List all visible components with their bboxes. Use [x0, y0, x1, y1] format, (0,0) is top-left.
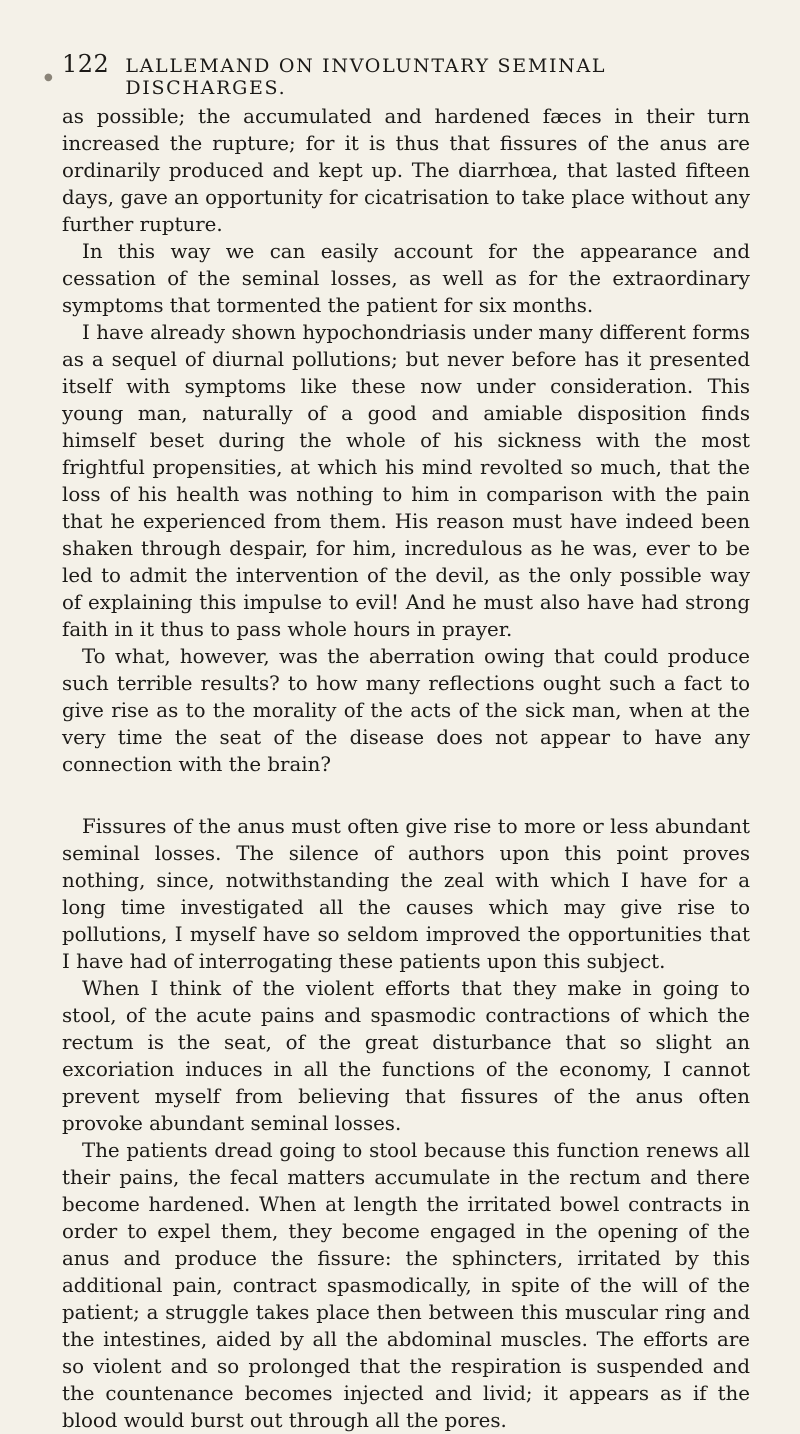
- running-title: LALLEMAND ON INVOLUNTARY SEMINAL DISCHARGES.: [125, 55, 607, 99]
- paragraph: Fissures of the anus must often give rise to more or less abundant seminal losses. The silence of authors upon this point proves nothing, since, notwithstanding the zeal with which I have for a long time investigated all the causes which may give rise to pollutions, I myself have so seldom improved the opportunities that I have had of interrogating these patients upon this subject.: [62, 815, 750, 973]
- paragraph: To what, however, was the aberration owing that could produce such terrible results? to how many reflections ought such a fact to give rise as to the morality of the acts of the sick man, when at the very time the seat of the disease does not appear to have any connection with the brain?: [62, 645, 750, 776]
- paragraph: In this way we can easily account for the appearance and cessation of the seminal losses, as well as for the extraordinary symptoms that tormented the patient for six months.: [62, 240, 750, 317]
- ink-speck-icon: ●: [44, 72, 53, 83]
- body-text: [62, 103, 750, 1434]
- paragraph-continuation: as possible; the accumulated and hardened fæces in their turn increased the rupture; for it is thus that fissures of the anus are ordinarily produced and kept up. The diarrhœa, that lasted fifteen days, gave an opportunity for cicatrisation to take place without any further rupture.: [62, 105, 750, 236]
- paragraph: I have already shown hypochondriasis under many different forms as a sequel of diurnal pollutions; but never before has it presented itself with symptoms like these now under consideration. This young man, naturally of a good and amiable disposition finds himself beset during the whole of his sickness with the most frightful propensities, at which his mind revolted so much, that the loss of his health was nothing to him in comparison with the pain that he experienced from them. His reason must have indeed been shaken through despair, for him, incredulous as he was, ever to be led to admit the intervention of the devil, as the only possible way of explaining this impulse to evil! And he must also have had strong faith in it thus to pass whole hours in prayer.: [62, 321, 750, 641]
- section-break: [62, 778, 750, 813]
- paragraph: The patients dread going to stool because this function renews all their pains, the fecal matters accumulate in the rectum and there become hardened. When at length the irritated bowel contracts in order to expel them, they become engaged in the opening of the anus and produce the fissure: the sphincters, irritated by this additional pain, contract spasmodically, in spite of the will of the patient; a struggle takes place then between this muscular ring and the intestines, aided by all the abdominal muscles. The efforts are so violent and so prolonged that the respiration is suspended and the countenance becomes injected and livid; it appears as if the blood would burst out through all the pores.: [62, 1139, 750, 1432]
- paragraph: When I think of the violent efforts that they make in going to stool, of the acute pains and spasmodic contractions of which the rectum is the seat, of the great disturbance that so slight an excoriation induces in all the functions of the economy, I cannot prevent myself from believing that fissures of the anus often provoke abundant seminal losses.: [62, 977, 750, 1135]
- running-head: [62, 50, 754, 99]
- page-number: 122: [62, 50, 110, 78]
